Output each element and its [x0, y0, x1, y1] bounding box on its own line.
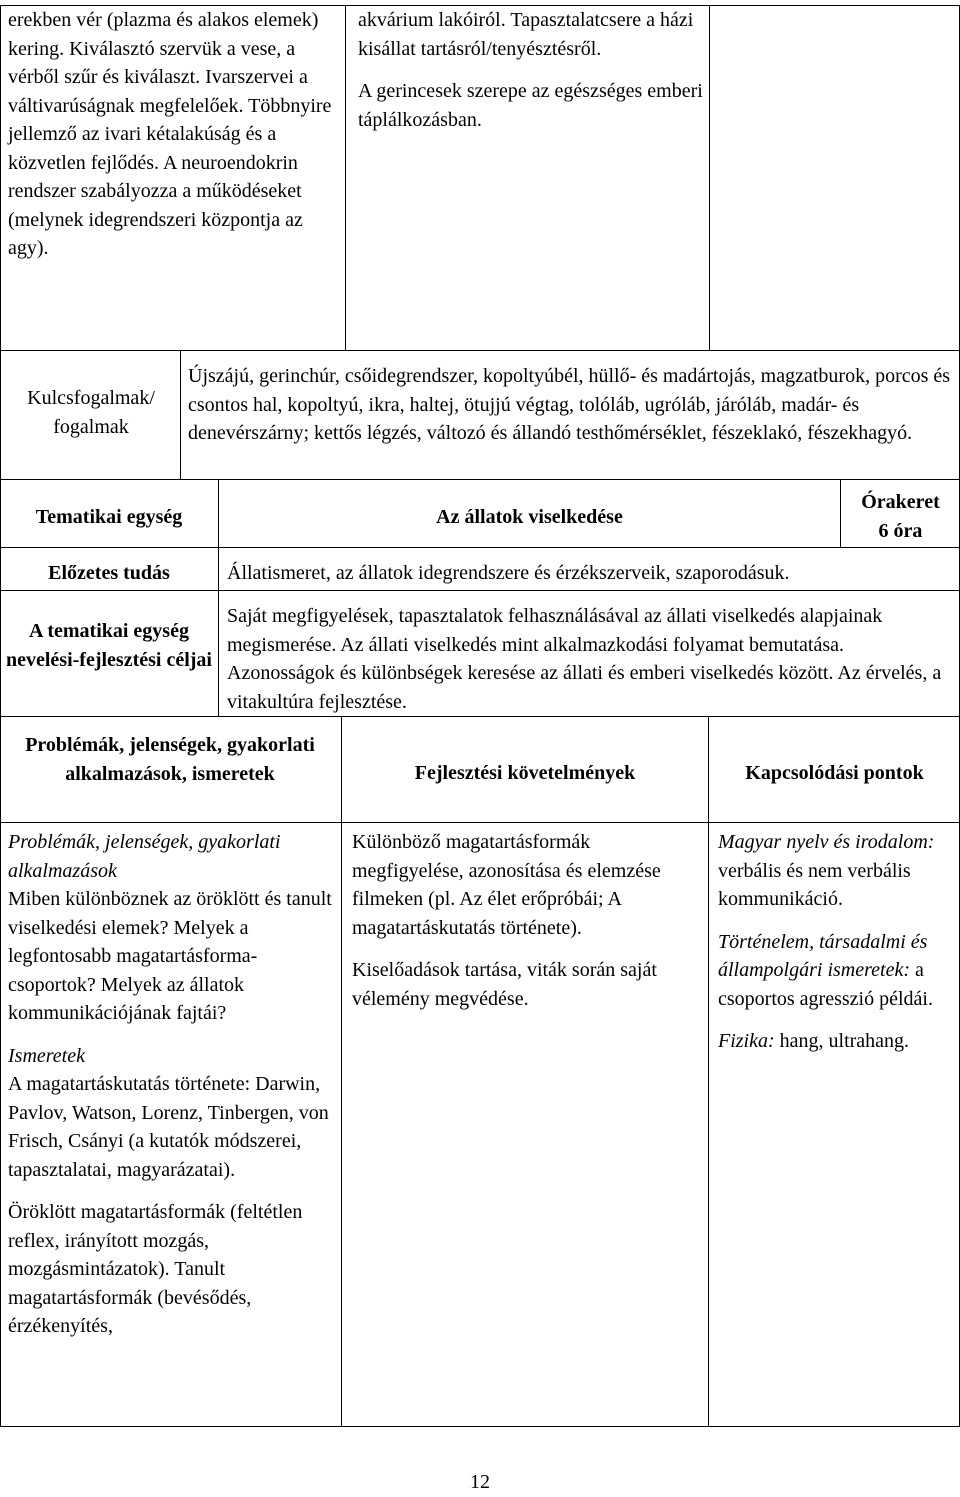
connection-1-subject: Magyar nyelv és irodalom: [718, 831, 935, 853]
unit-title-cell [219, 503, 840, 532]
unit-row-line-2 [0, 590, 960, 591]
connection-3 [718, 1027, 950, 1056]
goals-label: A tematikai egység nevelési-fejlesztési céljai [5, 620, 212, 671]
research-history-text: A magatartáskutatás története: Darwin, Pavlov, Watson, Lorenz, Tinbergen, von Frisch, Csányi (a kutatók módszerei, tapasztalatai, magyarázatai). [8, 1073, 329, 1181]
content-header-line [0, 822, 960, 823]
goals-text: Saját megfigyelések, tapasztalatok felhasználásával az állati viselkedés alapjainak megismerése. Az állati viselkedés mint alkalmazkodási folyamat bemutatása. Azonosságok és különbségek keresése az állati és emberi viselkedés között. Az érvelés, a vitakultúra fejlesztése. [227, 605, 942, 713]
prior-label-cell [0, 559, 218, 588]
unit-row-line-1 [0, 547, 960, 548]
col3-header: Kapcsolódási pontok [745, 762, 924, 784]
organism-description: erekben vér (plazma és alakos elemek) kering. Kiválasztó szervük a vese, a vérből szűr és kiválaszt. Ivarszervei a váltivarúságnak megfelelőek. Többnyire jellemző az ivari kétalakúság és a közvetlen fejlődés. A neuroendokrin rendszer szabályozza a működéseket (melynek idegrendszeri központja az agy). [8, 9, 332, 259]
col2-header: Fejlesztési követelmények [414, 762, 636, 784]
top-col-divider-1 [345, 5, 346, 351]
questions-text: Miben különböznek az öröklött és tanult viselkedési elemek? Melyek a legfontosabb magatartásforma-csoportok? Melyek az állatok kommunikációjának fajtái? [8, 888, 332, 1024]
connection-2-subject: Történelem, társadalmi és állampolgári ismeretek: [718, 930, 928, 981]
col1-header: Problémák, jelenségek, gyakorlati alkalmazások, ismeretek [25, 734, 315, 785]
prior-text-cell [227, 559, 957, 588]
content-col-divider-2 [708, 716, 709, 1427]
connection-1 [718, 828, 950, 914]
goals-label-cell [4, 617, 214, 674]
col3-header-cell [709, 759, 960, 788]
knowledge-heading: Ismeretek [8, 1044, 85, 1067]
experience-exchange-text: akvárium lakóiról. Tapasztalatcsere a házi kisállat tartásról/tenyésztésről. [358, 9, 694, 60]
behavior-forms-text: Öröklött magatartásformák (feltétlen reflex, irányított mozgás, mozgásmintázatok). Tanult magatartásformák (bevésődés, érzékenyítés, [8, 1201, 303, 1337]
keywords-label: Kulcsfogalmak/ fogalmak [27, 387, 155, 438]
development-req-2: Kiselőadások tartása, viták során saját vélemény megvédése. [352, 959, 657, 1010]
keywords-text: Újszájú, gerinchúr, csőidegrendszer, kopoltyúbél, hüllő- és madártojás, magzatburok, porcos és csontos hal, kopoltyú, ikra, haltej, ötujjú végtag, tolóláb, ugróláb, járóláb, madár- és denevérszárny; kettős légzés, változó és állandó testhőmérséklet, fészeklakó, fészekhagyó. [188, 365, 951, 444]
keywords-divider [180, 350, 181, 480]
goals-text-cell [227, 602, 955, 716]
connection-3-subject: Fizika: [718, 1030, 775, 1052]
col1-header-cell [10, 731, 330, 788]
connection-1-text: verbális és nem verbális kommunikáció. [718, 859, 911, 910]
hours-value: 6 óra [878, 519, 923, 542]
hours-label: Órakeret [861, 491, 940, 513]
unit-label: Tematikai egység [35, 506, 183, 528]
hours-cell [841, 488, 960, 545]
unit-title: Az állatok viselkedése [436, 506, 623, 528]
col2-header-cell [342, 759, 708, 788]
problems-heading: Problémák, jelenségek, gyakorlati alkalmazások [8, 831, 281, 882]
content-col-divider-1 [341, 716, 342, 1427]
prior-text: Állatismeret, az állatok idegrendszere és érzékszerveik, szaporodásuk. [227, 562, 790, 584]
top-left-cell [8, 6, 344, 263]
col2-body [352, 828, 692, 1013]
keywords-text-cell [188, 362, 954, 448]
top-mid-cell [358, 6, 703, 134]
top-col-divider-2 [709, 5, 710, 351]
col1-body [8, 828, 336, 1341]
page-number: 12 [470, 1471, 490, 1493]
prior-label: Előzetes tudás [48, 562, 170, 584]
col3-body [718, 828, 950, 1056]
connection-2 [718, 928, 950, 1014]
development-req-1: Különböző magatartásformák megfigyelése, azonosítása és elemzése filmeken (pl. Az élet erőpróbái; A magatartáskutatás története). [352, 831, 661, 939]
unit-label-cell [0, 503, 218, 532]
nutrition-role-text: A gerincesek szerepe az egészséges emberi táplálkozásban. [358, 80, 703, 131]
keywords-label-cell [2, 384, 180, 441]
connection-3-text: hang, ultrahang. [774, 1030, 910, 1052]
connection-2-text: a csoportos agresszió példái. [718, 959, 933, 1010]
